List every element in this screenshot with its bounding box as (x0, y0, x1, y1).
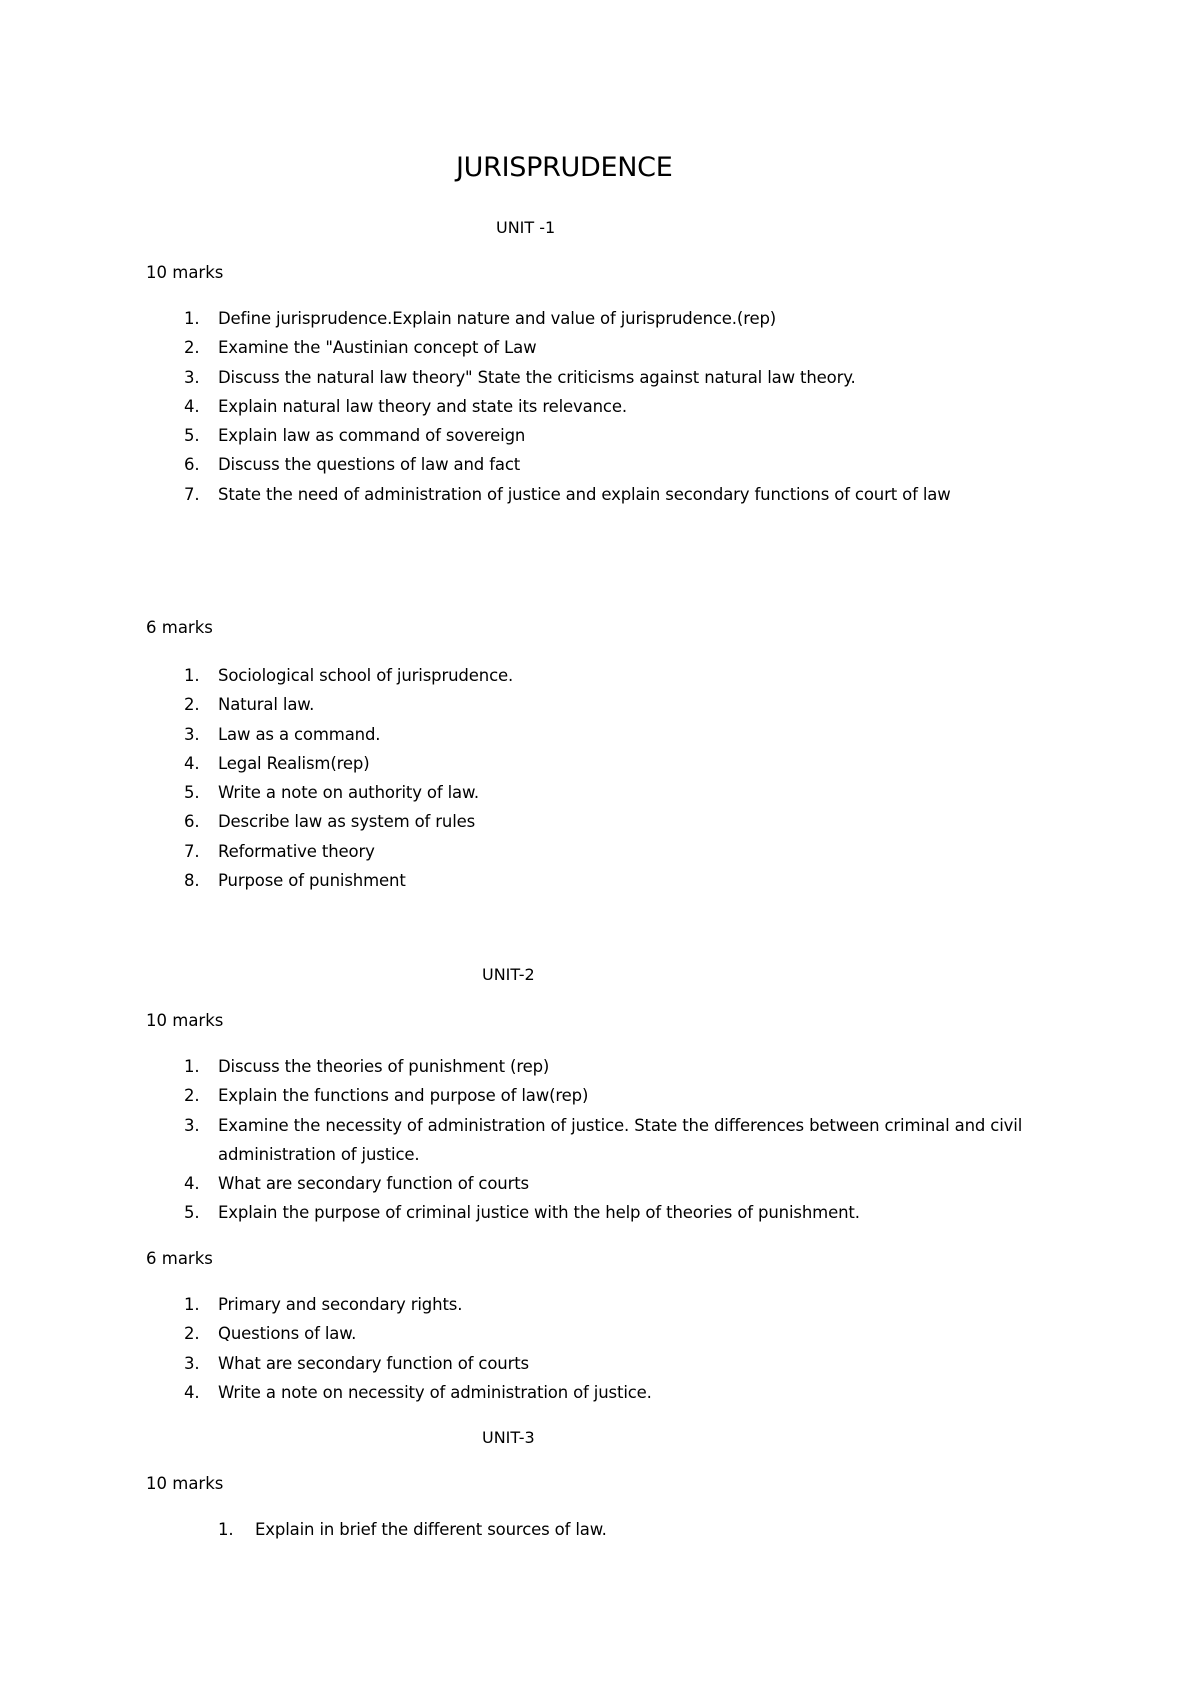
list-item (0, 392, 1100, 421)
item-text: Discuss the theories of punishment (rep) (218, 1057, 550, 1076)
item-number: 2. (184, 1324, 200, 1344)
item-number: 4. (184, 1174, 200, 1194)
list-item (0, 421, 1100, 450)
list-item (0, 1081, 1100, 1110)
item-text: Primary and secondary rights. (218, 1295, 463, 1314)
item-text: What are secondary function of courts (218, 1174, 529, 1194)
item-text: Law as a command. (218, 724, 381, 744)
item-text: Discuss the questions of law and fact (218, 455, 521, 475)
question-list (0, 1052, 1100, 1228)
item-number: 2. (184, 695, 200, 715)
item-text: Describe law as system of rules (218, 812, 476, 832)
item-number: 8. (184, 871, 200, 891)
item-text: Purpose of punishment (218, 871, 406, 891)
list-item (0, 690, 1100, 719)
item-text: Write a note on necessity of administration of justice. (218, 1382, 652, 1402)
item-number: 1. (184, 666, 200, 685)
item-number: 2. (184, 338, 200, 358)
item-number: 4. (184, 396, 200, 416)
item-number: 4. (184, 753, 200, 773)
question-list (0, 661, 1100, 895)
item-number: 5. (184, 426, 200, 446)
item-text: Write a note on authority of law. (218, 783, 479, 803)
item-number: 3. (184, 1353, 200, 1373)
list-item (0, 720, 1100, 749)
question-list (0, 304, 1100, 509)
item-text: Explain the functions and purpose of law(rep) (218, 1086, 589, 1106)
list-item (0, 778, 1100, 807)
list-item (0, 1378, 1100, 1407)
item-number: 2. (184, 1086, 200, 1106)
marks-heading: 10 marks (146, 263, 224, 282)
item-number: 3. (184, 1115, 200, 1135)
marks-heading: 10 marks (146, 1011, 224, 1030)
list-item (0, 450, 1100, 479)
unit-heading: UNIT-3 (482, 1428, 535, 1447)
marks-heading: 6 marks (146, 618, 213, 637)
list-item (0, 1349, 1100, 1378)
item-text: Explain law as command of sovereign (218, 426, 526, 446)
question-list (0, 1515, 1100, 1544)
item-number: 5. (184, 783, 200, 803)
list-item (0, 1515, 1100, 1544)
item-number: 6. (184, 812, 200, 832)
item-text: Examine the "Austinian concept of Law (218, 338, 537, 358)
item-number: 1. (218, 1520, 234, 1539)
item-text: Reformative theory (218, 841, 375, 861)
item-text: State the need of administration of justice and explain secondary functions of court of law (218, 484, 951, 504)
list-item (0, 866, 1100, 895)
list-item (0, 837, 1100, 866)
item-number: 6. (184, 455, 200, 475)
item-number: 1. (184, 1295, 200, 1314)
document-title: JURISPRUDENCE (456, 152, 673, 183)
list-item (0, 1169, 1100, 1198)
item-text: Discuss the natural law theory" State the criticisms against natural law theory. (218, 367, 856, 387)
item-number: 1. (184, 1057, 200, 1076)
list-item (0, 1111, 1100, 1170)
list-item (0, 749, 1100, 778)
item-text: Explain the purpose of criminal justice with the help of theories of punishment. (218, 1203, 860, 1223)
list-item (0, 1198, 1100, 1227)
item-text: What are secondary function of courts (218, 1353, 529, 1373)
list-item (0, 363, 1100, 392)
item-number: 3. (184, 367, 200, 387)
item-text: Define jurisprudence.Explain nature and value of jurisprudence.(rep) (218, 309, 777, 328)
unit-heading: UNIT -1 (496, 218, 556, 237)
list-item (0, 1290, 1100, 1319)
item-text: Explain in brief the different sources of law. (255, 1520, 607, 1539)
list-item (0, 1319, 1100, 1348)
marks-heading: 10 marks (146, 1474, 224, 1493)
item-number: 5. (184, 1203, 200, 1223)
item-text: Examine the necessity of administration of justice. State the differences between criminal and civil administration of justice. (218, 1115, 1023, 1164)
item-number: 7. (184, 484, 200, 504)
marks-heading: 6 marks (146, 1249, 213, 1268)
item-text: Natural law. (218, 695, 315, 715)
list-item (0, 304, 1100, 333)
list-item (0, 480, 1100, 509)
list-item (0, 661, 1100, 690)
item-text: Sociological school of jurisprudence. (218, 666, 514, 685)
item-text: Explain natural law theory and state its relevance. (218, 396, 627, 416)
unit-heading: UNIT-2 (482, 965, 535, 984)
item-number: 7. (184, 841, 200, 861)
item-text: Questions of law. (218, 1324, 357, 1344)
item-number: 1. (184, 309, 200, 328)
list-item (0, 807, 1100, 836)
list-item (0, 333, 1100, 362)
question-list (0, 1290, 1100, 1407)
item-text: Legal Realism(rep) (218, 753, 370, 773)
list-item (0, 1052, 1100, 1081)
item-number: 4. (184, 1382, 200, 1402)
item-number: 3. (184, 724, 200, 744)
